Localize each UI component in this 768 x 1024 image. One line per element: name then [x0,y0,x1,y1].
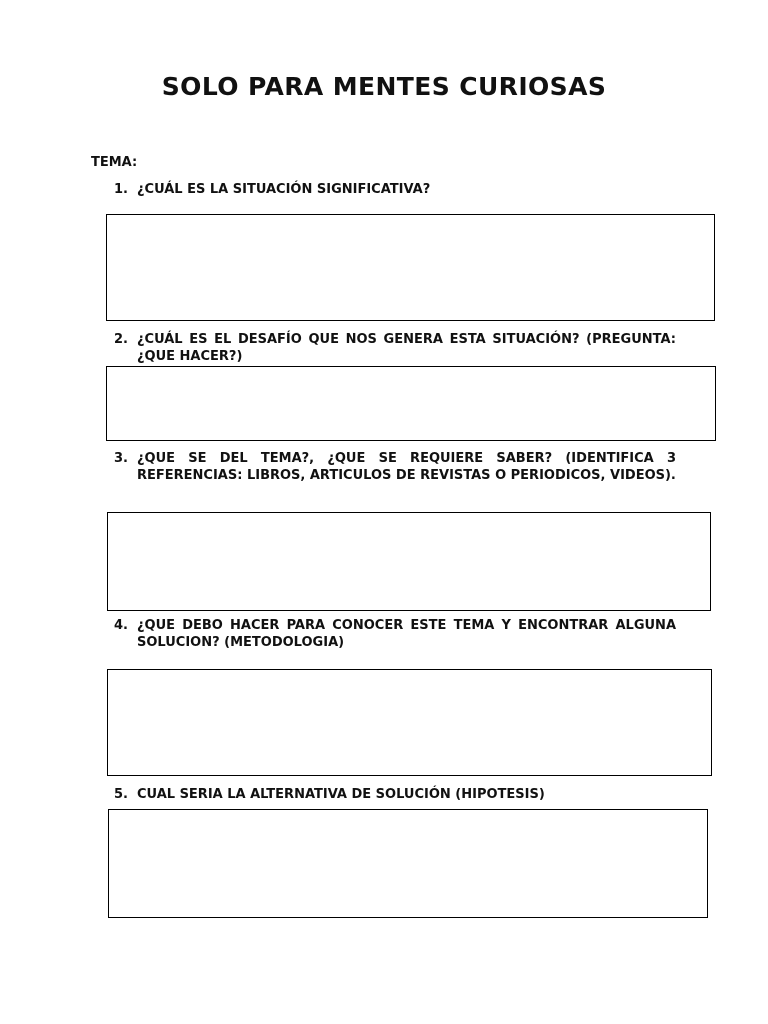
tema-label: TEMA: [91,155,138,170]
question-5 [114,786,676,803]
question-number: 5. [114,787,128,802]
question-3 [114,450,676,484]
answer-box-3[interactable] [107,512,711,611]
question-text: ¿QUE DEBO HACER PARA CONOCER ESTE TEMA Y ENCONTRAR ALGUNA SOLUCION? (METODOLOGIA) [137,618,676,650]
answer-box-1[interactable] [106,214,715,321]
question-4 [114,617,676,651]
answer-box-5[interactable] [108,809,708,918]
question-number: 4. [114,618,128,633]
page-title: SOLO PARA MENTES CURIOSAS [161,72,607,101]
answer-box-4[interactable] [107,669,712,776]
question-text: ¿CUÁL ES LA SITUACIÓN SIGNIFICATIVA? [137,182,431,197]
question-2 [114,331,676,365]
question-number: 3. [114,451,128,466]
question-text: ¿CUÁL ES EL DESAFÍO QUE NOS GENERA ESTA SITUACIÓN? (PREGUNTA: ¿QUE HACER?) [137,332,676,364]
question-text: ¿QUE SE DEL TEMA?, ¿QUE SE REQUIERE SABER? (IDENTIFICA 3 REFERENCIAS: LIBROS, ARTICULOS DE REVISTAS O PERIODICOS, VIDEOS). [137,451,676,483]
question-text: CUAL SERIA LA ALTERNATIVA DE SOLUCIÓN (HIPOTESIS) [137,787,545,802]
question-1 [114,181,676,198]
question-number: 1. [114,182,128,197]
answer-box-2[interactable] [106,366,716,441]
question-number: 2. [114,332,128,347]
